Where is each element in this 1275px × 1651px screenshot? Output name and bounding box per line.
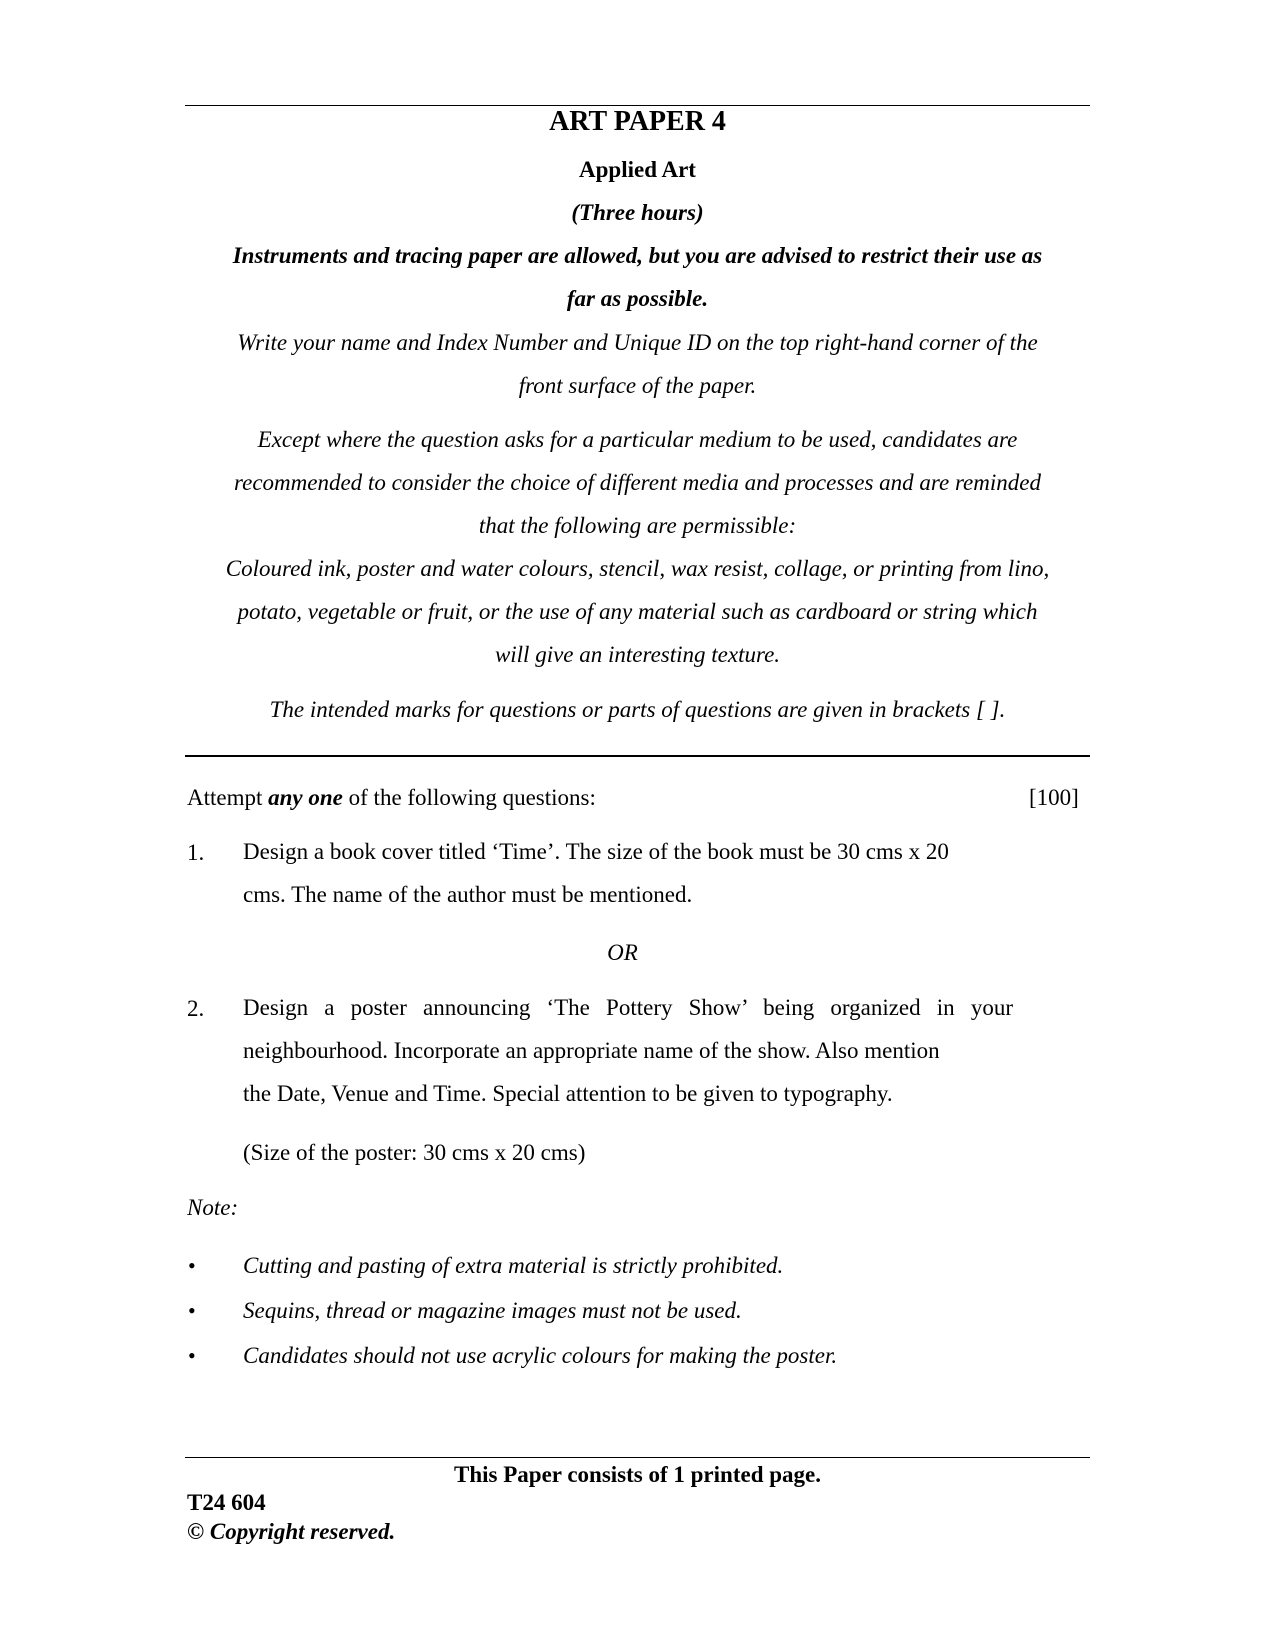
duration: (Three hours) [571,200,704,225]
marks-note: The intended marks for questions or parts of questions are given in brackets [ ]. [269,697,1006,722]
question-2-size: (Size of the poster: 30 cms x 20 cms) [243,1140,586,1165]
attempt-prefix: Attempt [187,785,269,810]
or-separator: OR [607,940,638,965]
instruction-bold-line-1: Instruments and tracing paper are allowed, but you are advised to restrict their use as [232,243,1043,268]
note-bullet-3: • [188,1343,196,1368]
question-2-line-2: neighbourhood. Incorporate an appropriate name of the show. Also mention [243,1038,940,1063]
media-line-1: Except where the question asks for a particular medium to be used, candidates are [257,427,1018,452]
note-item-2: Sequins, thread or magazine images must not be used. [243,1298,742,1323]
note-bullet-1: • [188,1253,196,1278]
copyright: © Copyright reserved. [187,1519,396,1544]
question-2-line-1: Design a poster announcing ‘The Pottery Show’ being organized in your [243,995,1013,1020]
section-rule [185,755,1090,757]
materials-line-2: potato, vegetable or fruit, or the use of any material such as cardboard or string which [237,599,1038,624]
attempt-suffix: of the following questions: [342,785,596,810]
media-line-2: recommended to consider the choice of different media and processes and are reminded [234,470,1041,495]
materials-line-1: Coloured ink, poster and water colours, stencil, wax resist, collage, or printing from lino, [225,556,1050,581]
attempt-emphasis: any one [268,785,343,810]
paper-title: ART PAPER 4 [549,106,726,137]
note-item-3: Candidates should not use acrylic colours for making the poster. [243,1343,838,1368]
attempt-instruction [187,785,596,811]
question-1-text [243,830,1013,916]
note-item-1: Cutting and pasting of extra material is strictly prohibited. [243,1253,784,1278]
instruction-bold-line-2: far as possible. [566,286,709,311]
question-2-text [243,986,1013,1115]
instruction-name-line-2: front surface of the paper. [518,373,757,398]
note-label: Note: [187,1195,239,1220]
instruction-name-line-1: Write your name and Index Number and Unique ID on the top right-hand corner of the [237,330,1038,355]
question-1-line-2: cms. The name of the author must be mentioned. [243,882,693,907]
question-2-number: 2. [187,996,205,1021]
question-1-line-1: Design a book cover titled ‘Time’. The size of the book must be 30 cms x 20 [243,839,949,864]
footer-rule [185,1457,1090,1458]
question-1-number: 1. [187,840,205,865]
paper-code: T24 604 [187,1490,266,1515]
media-line-3: that the following are permissible: [478,513,797,538]
question-2-line-3: the Date, Venue and Time. Special attention to be given to typography. [243,1081,893,1106]
materials-line-3: will give an interesting texture. [494,642,781,667]
paper-subtitle: Applied Art [579,157,696,182]
page-count: This Paper consists of 1 printed page. [454,1462,821,1487]
total-marks: [100] [1029,785,1079,810]
note-bullet-2: • [188,1298,196,1323]
